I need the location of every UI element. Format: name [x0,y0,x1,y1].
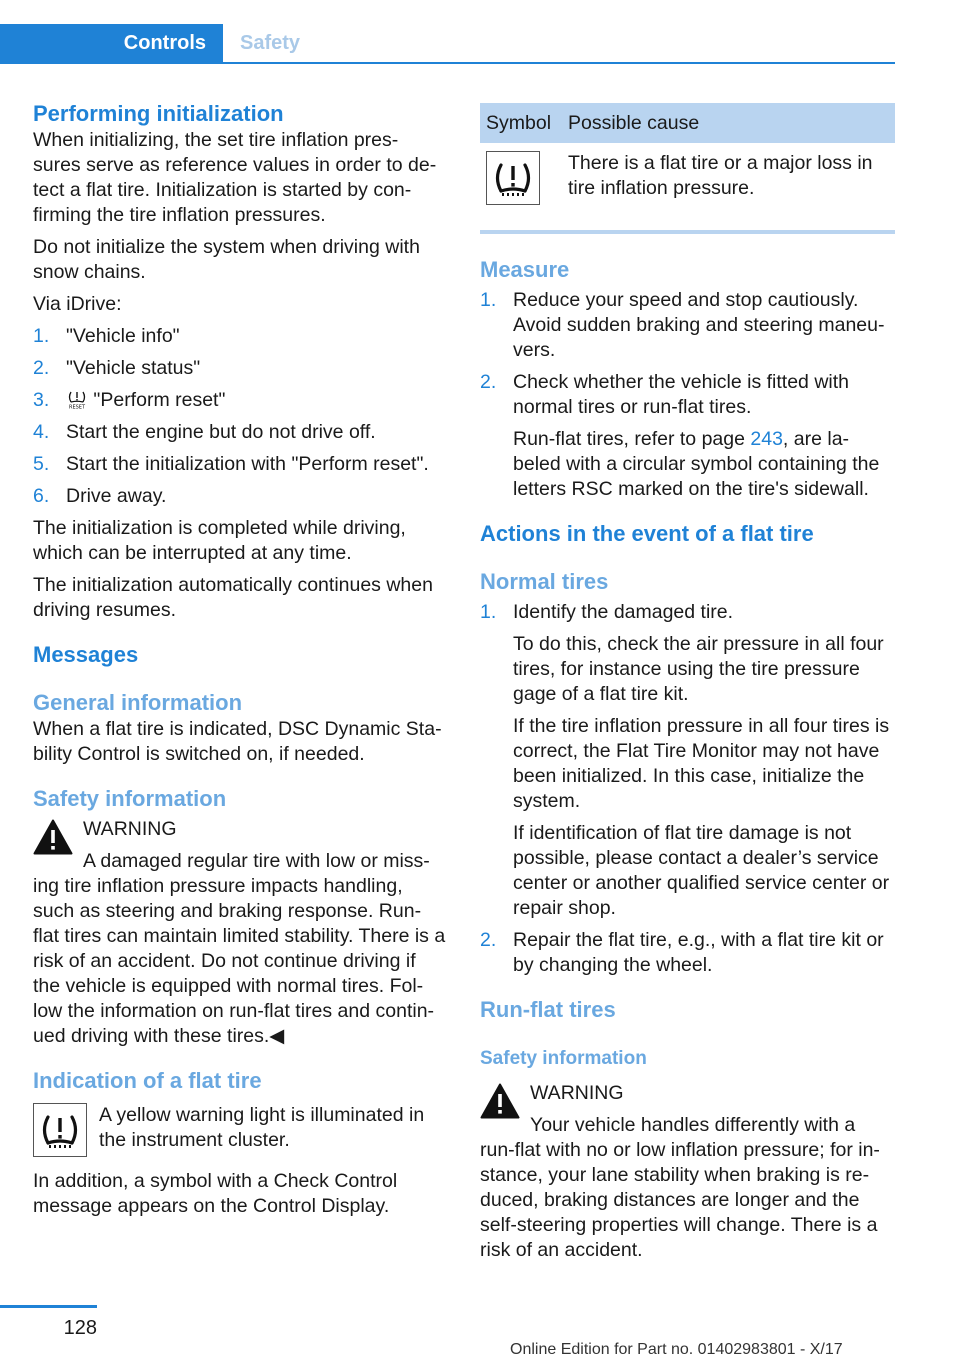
paragraph-initialization-continues: The initialization automatically continues when driving resumes. [33,574,433,621]
heading-normal-tires: Normal tires [480,569,609,594]
tab-controls[interactable]: Controls [0,24,223,62]
tire-pressure-warning-icon [33,1103,87,1157]
heading-measure: Measure [480,257,570,282]
table-header-symbol: Symbol [480,103,562,143]
paragraph-initialization-completed: The initialization is completed while driving, which can be interrupted at any time. [33,517,406,564]
list-item: 3. RESET "Perform reset" [33,389,226,411]
paragraph-initialization-intro: When initializing, the set tire inflation pres‐ sures serve as reference values in order to de‐ tect a flat tire. Initialization is started by con‐ firming the tire inflation pressures. [33,129,437,226]
paragraph-via-idrive: Via iDrive: [33,293,122,315]
paragraph-check-control: In addition, a symbol with a Check Control message appears on the Control Display. [33,1170,398,1217]
table-header-cause: Possible cause [562,103,895,143]
heading-run-flat-safety: Safety information [480,1048,647,1069]
heading-messages: Messages [33,642,139,667]
symbol-cause-table [480,103,895,234]
section-tab-bar [0,24,895,64]
list-item: 2. Repair the flat tire, e.g., with a flat tire kit or by changing the wheel. [480,929,884,976]
measure-steps [480,288,895,502]
paragraph-general-information: When a flat tire is indicated, DSC Dynamic Sta‐ bility Control is switched on, if needed. [33,718,442,765]
paragraph-yellow-warning-light: A yellow warning light is illuminated in the instrument cluster. [99,1104,425,1151]
table-row [480,143,895,232]
warning-title: WARNING [530,1082,624,1104]
list-item: 1. Reduce your speed and stop cautiously. Avoid sudden braking and steering maneu‐ vers. [480,289,885,361]
page-243-link[interactable]: 243 [750,428,783,450]
warning-text: Your vehicle handles differently with a run-flat with no or low inflation pressure; for in‐ stance, your lane stability when braking is re‐ duced, braking distances are longer and the self-steering properties will change. There is a risk of an accident. [480,1114,880,1261]
warning-block [33,817,448,1049]
paragraph-snow-chains: Do not initialize the system when driving with snow chains. [33,236,420,283]
left-column [33,100,448,1226]
heading-actions-flat-tire: Actions in the event of a flat tire [480,521,814,546]
warning-block [480,1081,895,1263]
list-item: 5. Start the initialization with "Perform reset". [33,453,429,475]
initialization-steps [33,324,448,509]
warning-triangle-icon [33,819,73,855]
footer-rule [0,1305,97,1308]
table-cell-cause: There is a flat tire or a major loss in tire inflation pressure. [568,152,873,199]
normal-tires-steps [480,600,895,978]
list-item: 1. "Vehicle info" [33,325,180,347]
list-item: 6. Drive away. [33,485,167,507]
page-number: 128 [63,1317,97,1339]
edition-note: Online Edition for Part no. 01402983801 - X/17 [510,1341,843,1358]
warning-title: WARNING [83,818,177,840]
list-item: 2. "Vehicle status" [33,357,201,379]
list-item: 1. Identify the damaged tire. To do this, check the air pressure in all four tires, for instance using the tire pressure gage of a flat tire kit. If the tire inflation pressure in all four tires is correct, the Flat Tire Monitor may not have been initialized. In this case, initialize the system. If identification of flat tire damage is not possible, please contact a dealer’s service center or another qualified service center or repair shop. [480,601,890,919]
heading-safety-information: Safety information [33,786,227,811]
right-column [480,103,895,1270]
reset-icon [66,389,88,409]
table-header-row [480,103,895,143]
heading-performing-initialization: Performing initialization [33,101,284,126]
svg-text:RESET: RESET [68,404,86,409]
indicator-row [33,1103,448,1161]
tire-pressure-warning-icon [486,151,540,205]
warning-triangle-icon [480,1083,520,1119]
heading-indication-of-flat-tire: Indication of a flat tire [33,1068,262,1093]
list-item: 2. Check whether the vehicle is fitted with normal tires or run-flat tires. Run-flat tires, refer to page 243, are la‐ beled with a circular symbol containing the letters RSC marked on the tire's sidewall. [480,371,880,500]
heading-general-information: General information [33,690,243,715]
heading-run-flat-tires: Run-flat tires [480,997,616,1022]
warning-text: A damaged regular tire with low or miss‐ ing tire inflation pressure impacts handling, such as steering and braking response. Run- flat tires can maintain limited stability. There is a risk of an accident. Do not continue driving if the vehicle is equipped with normal tires. Fol‐ low the information on run-flat tires and contin‐ ued driving with these tires.◀ [33,850,446,1047]
tab-safety[interactable]: Safety [240,32,301,54]
list-item: 4. Start the engine but do not drive off. [33,421,376,443]
